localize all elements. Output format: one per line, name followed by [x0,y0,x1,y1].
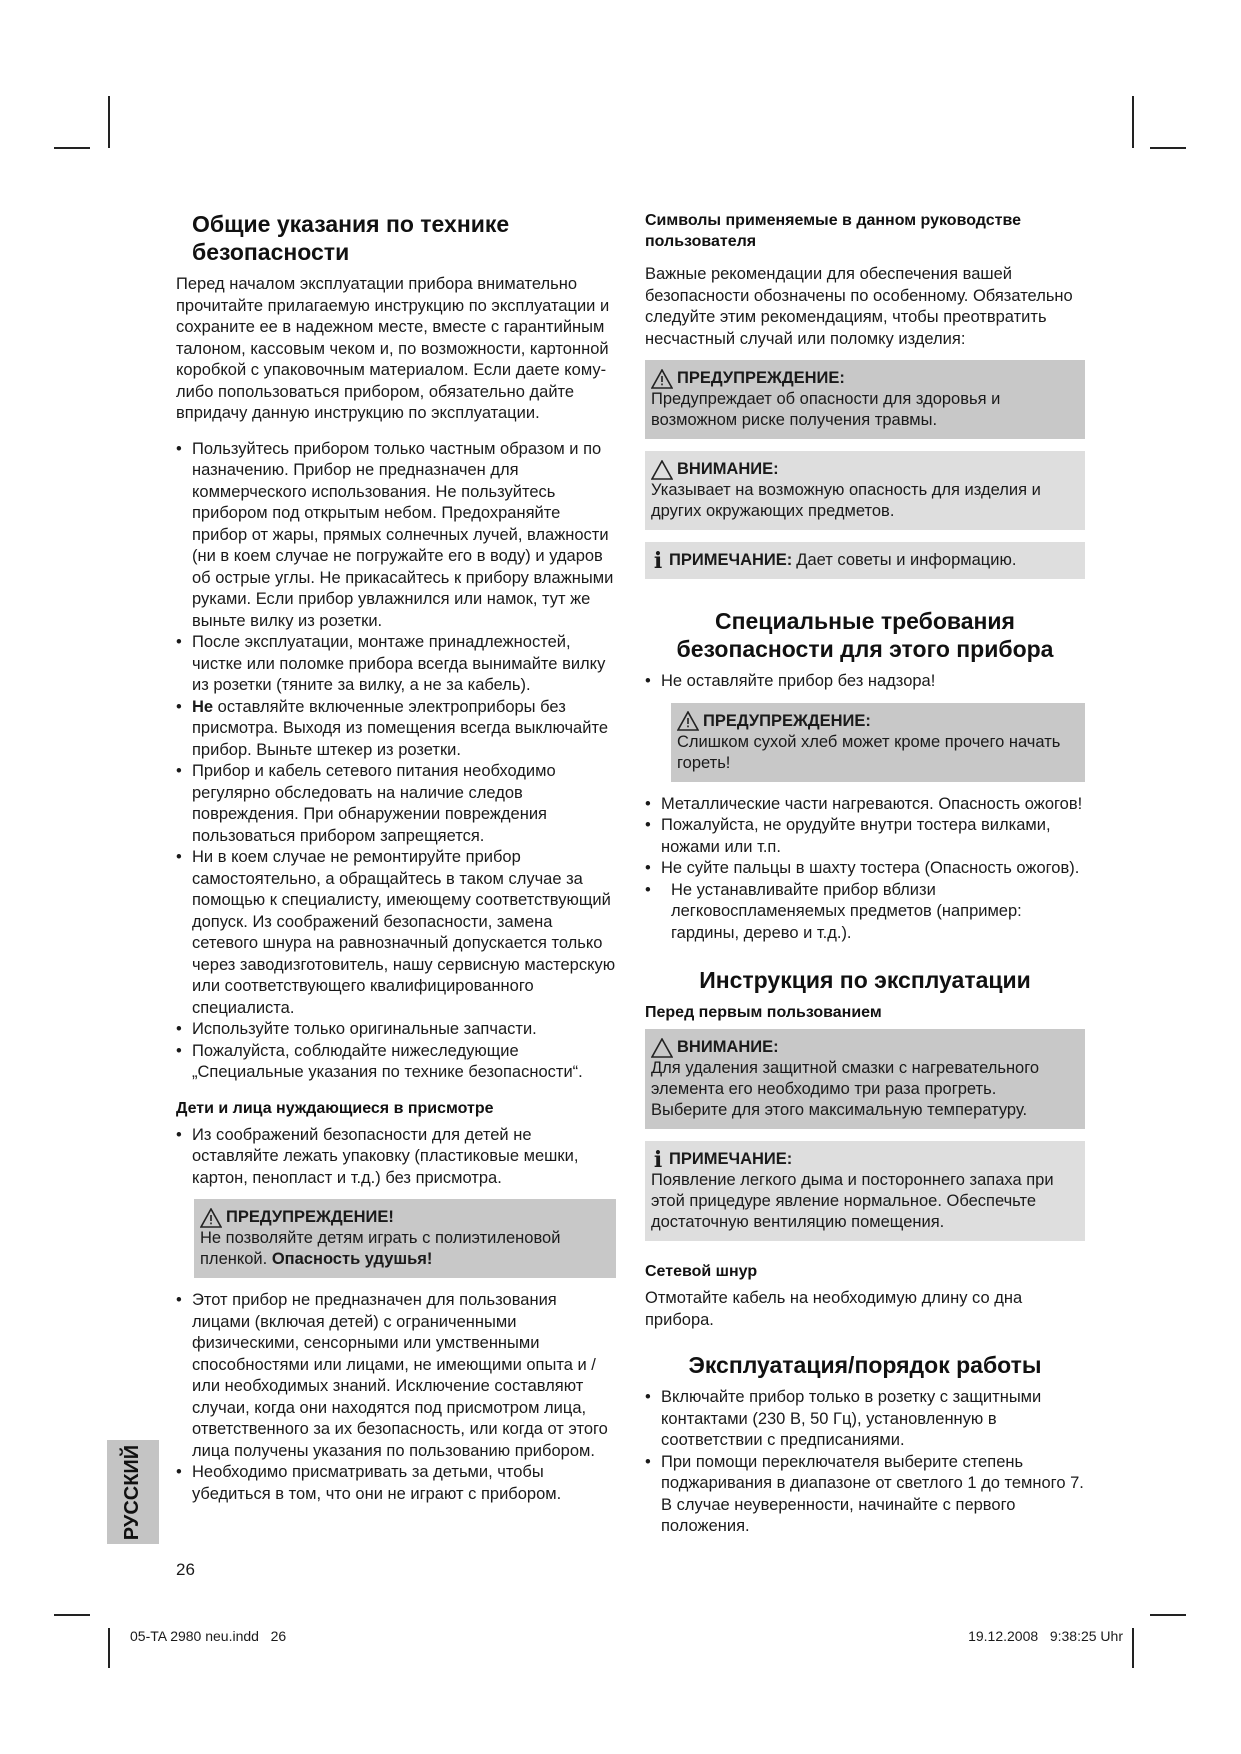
crop-mark [108,1628,110,1668]
cord-text: Отмотайте кабель на необходимую длину со дна прибора. [645,1289,1023,1329]
caution-icon [651,460,673,480]
warning-box-text: Не позволяйте детям играть с полиэтиленовой пленкой. Опасность удушья! [200,1229,561,1268]
footer-date-info: 19.12.2008 9:38:25 Uhr [968,1628,1123,1644]
note-box-title: i ПРИМЕЧАНИЕ: Дает советы и информацию. [651,550,1077,571]
crop-mark [1150,147,1186,149]
language-tab [107,1440,159,1544]
note-box [645,1141,1085,1241]
crop-mark [54,147,90,149]
warning-box-text: Слишком сухой хлеб может кроме прочего начать гореть! [677,732,1061,772]
caution-icon [651,1038,673,1058]
caution-box-title: ВНИМАНИЕ: [651,459,1077,480]
section-title-general-safety: Общие указания по технике безопасности [192,211,510,265]
special-requirements-title: Специальные требования безопасности для этого прибора [676,608,1054,662]
note-box [645,542,1085,579]
list-item: • Необходимо присматривать за детьми, чтобы убедиться в том, что они не играют с прибором. [176,1462,616,1505]
warning-box [645,360,1085,439]
warning-box [671,703,1085,782]
list-item: • Не оставляйте прибор без надзора! [645,671,1085,693]
list-item: • Не суйте пальцы в шахту тостера (Опасность ожогов). [645,858,1085,880]
instructions-title: Инструкция по эксплуатации [699,967,1031,993]
children-list-2 [176,1290,616,1505]
operation-list [645,1387,1085,1538]
right-column [645,210,1085,1552]
special-list [645,671,1085,693]
warning-icon [677,711,699,731]
warning-box-title: ПРЕДУПРЕЖДЕНИЕ: [651,368,1077,389]
children-heading: Дети и лица нуждающиеся в присмотре [176,1099,494,1117]
caution-box [645,1029,1085,1129]
info-icon: i [653,1146,663,1173]
list-item: • Ни в коем случае не ремонтируйте прибор самостоятельно, а обращайтесь в таком случае за помощью к специалисту, имеющему соответствующий допуск. Из соображений безопасности, замена сетевого шнура на равнозначный допускается только через заводизготовитель, нашу сервисную мастерскую или соответствующего квалифицированного специалиста. [176,847,616,1019]
caution-box-text: Для удаления защитной смазки с нагревательного элемента его необходимо три раза прогреть. Выберите для этого максимальную температуру. [651,1059,1040,1119]
warning-box-text: Предупреждает об опасности для здоровья и возможном риске получения травмы. [651,390,1001,429]
children-list [176,1125,616,1190]
list-item: • Не устанавливайте прибор вблизи легковоспламеняемых предметов (например: гардины, дерево и т.д.). [645,880,1085,945]
warning-box-title: ПРЕДУПРЕЖДЕНИЕ! [200,1207,608,1228]
special-list-2 [645,794,1085,945]
symbols-heading: Символы применяемые в данном руководстве пользователя [645,212,1021,250]
page-number: 26 [176,1560,195,1579]
left-column [176,210,616,1519]
list-item [176,697,616,762]
symbols-intro: Важные рекомендации для обеспечения вашей безопасности обозначены по особенному. Обязательно следуйте этим рекомендациям, чтобы преотвратить несчастный случай или поломку изделия: [645,265,1073,348]
first-use-heading: Перед первым пользованием [645,1004,882,1021]
list-item: • Прибор и кабель сетевого питания необходимо регулярно обследовать на наличие следов повреждения. При обнаружении повреждения пользоваться прибором запрещяется. [176,761,616,847]
caution-box-title: ВНИМАНИЕ: [651,1037,1077,1058]
crop-mark [1132,1628,1134,1668]
footer-file-info: 05-TA 2980 neu.indd 26 [130,1628,287,1644]
warning-box-title: ПРЕДУПРЕЖДЕНИЕ: [677,711,1077,732]
list-item: • Пользуйтесь прибором только частным образом и по назначению. Прибор не предназначен для коммерческого использования. Не пользуйтесь прибором под открытым небом. Предохраняйте прибор от жары, прямых солнечных лучей, влажности (ни в коем случае не погружайте его в воду) и ударов об острые углы. Не прикасайтесь к прибору влажными руками. Если прибор увлажнился или намок, тут же выньте вилку из розетки. [176,439,616,633]
list-item: • Этот прибор не предназначен для пользования лицами (включая детей) с ограниченными физическими, сенсорными или умственными способностями или лицами, не имеющими опыта и /или необходимых знаний. Исключение составляют случаи, когда они находятся под присмотром лица, ответственного за их безопасность, или когда от этого лица получены указания по пользованию прибором. [176,1290,616,1462]
info-icon: i [653,547,663,574]
list-item: • После эксплуатации, монтаже принадлежностей, чистке или поломке прибора всегда вынимайте вилку из розетки (тяните за вилку, а не за кабель). [176,632,616,697]
crop-mark [1132,96,1134,148]
intro-paragraph: Перед началом эксплуатации прибора внимательно прочитайте прилагаемую инструкцию по эксплуатации и сохраните ее в надежном месте, вместе с гарантийным талоном, кассовым чеком и, по возможности, картонной коробкой с упаковочным материалом. Если даете кому-либо попользоваться прибором, обязательно дайте впридачу данную инструкцию по эксплуатации. [176,275,610,422]
list-item: • Используйте только оригинальные запчасти. [176,1019,616,1041]
caution-box-text: Указывает на возможную опасность для изделия и других окружающих предметов. [651,481,1041,520]
list-item: • Металлические части нагреваются. Опасность ожогов! [645,794,1085,816]
bold-word: Не [192,697,214,716]
list-item: • Включайте прибор только в розетку с защитными контактами (230 В, 50 Гц), установленную в соответствии с предписаниями. [645,1387,1085,1452]
crop-mark [54,1614,90,1616]
safety-list [176,439,616,1084]
warning-icon [651,369,673,389]
crop-mark [108,96,110,148]
list-item: • При помощи переключателя выберите степень поджаривания в диапазоне от светлого 1 до темного 7. В случае неуверенности, начинайте с первого положения. [645,1452,1085,1538]
cord-heading: Сетевой шнур [645,1263,758,1280]
language-tab-label: РУССКИЙ [121,1444,144,1540]
caution-box [645,451,1085,530]
warning-box [194,1199,616,1278]
operation-title: Эксплуатация/порядок работы [688,1352,1042,1378]
warning-icon [200,1208,222,1228]
crop-mark [1150,1614,1186,1616]
note-box-text: Появление легкого дыма и постороннего запаха при этой прицедуре явление нормальное. Обеспечьте достаточную вентиляцию помещения. [651,1171,1054,1231]
list-item: • Из соображений безопасности для детей не оставляйте лежать упаковку (пластиковые мешки, картон, пенопласт и т.д.) без присмотра. [176,1125,616,1190]
list-item: • Пожалуйста, не орудуйте внутри тостера вилками, ножами или т.п. [645,815,1085,858]
note-box-title: i ПРИМЕЧАНИЕ: [651,1149,1077,1170]
list-item: • Пожалуйста, соблюдайте нижеследующие „Специальные указания по технике безопасности“. [176,1041,616,1084]
list-item-text: оставляйте включенные электроприборы без присмотра. Выходя из помещения всегда выключайте прибор. Выньте штекер из розетки. [192,697,608,759]
